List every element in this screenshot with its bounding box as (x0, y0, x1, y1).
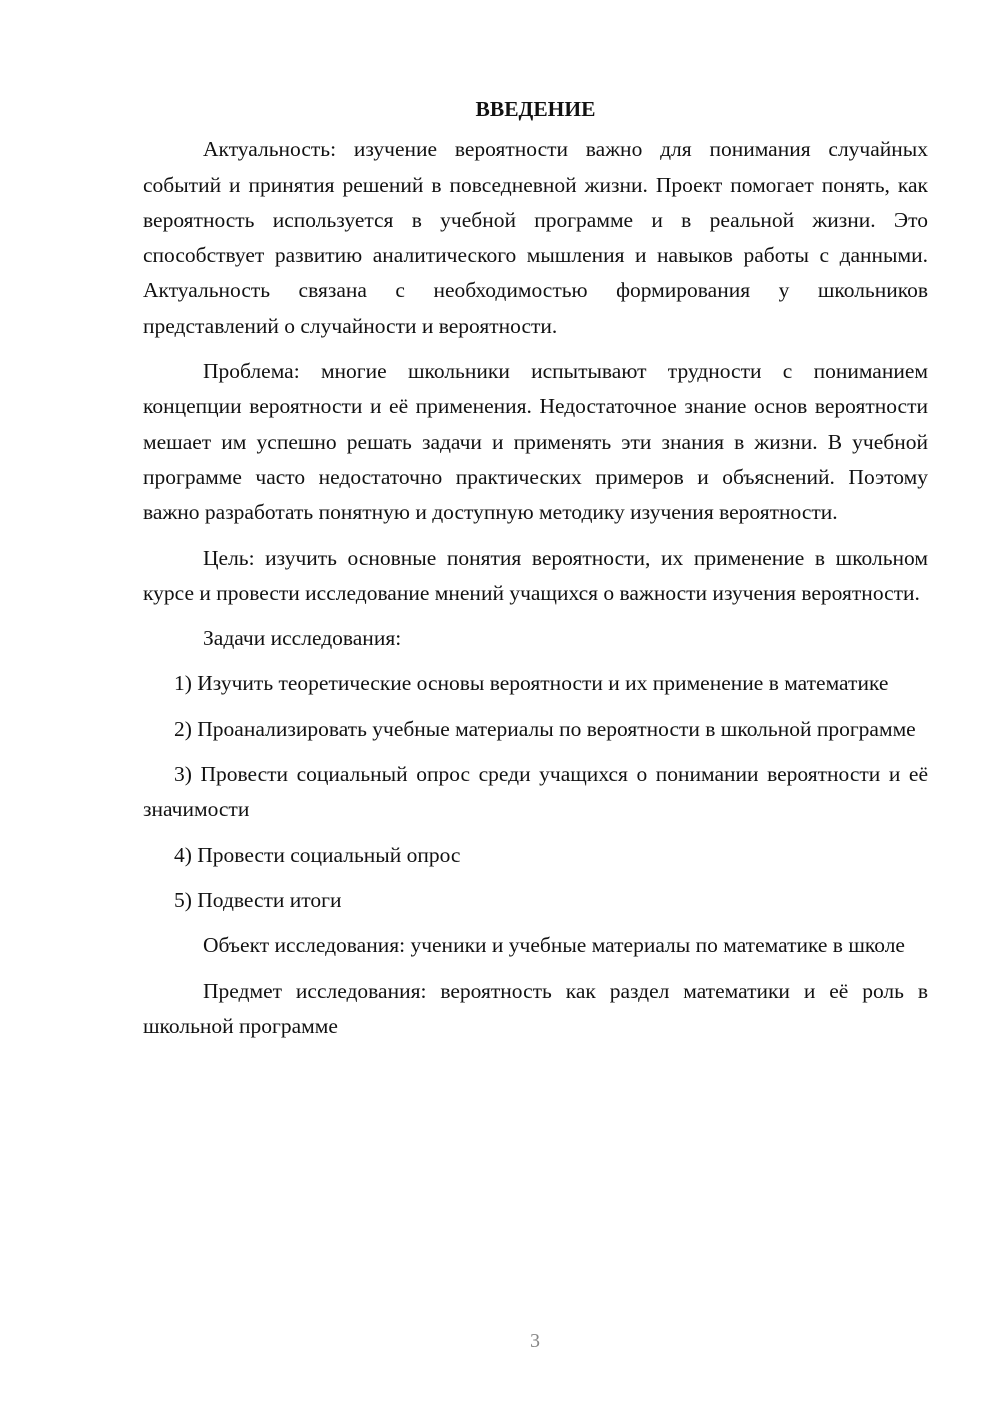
task-item-2: 2) Проанализировать учебные материалы по вероятности в школьной программе (174, 716, 916, 741)
goal-paragraph: Цель: изучить основные понятия вероятности, их применение в школьном курсе и провести исследование мнений учащихся о важности изучения вероятности. (143, 545, 928, 605)
page-title: ВВЕДЕНИЕ (475, 97, 596, 121)
task-item-5: 5) Подвести итоги (174, 887, 342, 912)
tasks-heading: Задачи исследования: (203, 626, 402, 651)
relevance-paragraph: Актуальность: изучение вероятности важно для понимания случайных событий и принятия решений в повседневной жизни. Проект помогает понять, как вероятность используется в учебной программе и в реальной жизни. Это способствует развитию аналитического мышления и навыков работы с данными. Актуальность связана с необходимостью формирования у школьников представлений о случайности и вероятности. (143, 137, 928, 338)
subject-paragraph: Предмет исследования: вероятность как раздел математики и её роль в школьной программе (143, 978, 928, 1038)
task-item-1: 1) Изучить теоретические основы вероятности и их применение в математике (174, 671, 889, 696)
problem-paragraph: Проблема: многие школьники испытывают трудности с пониманием концепции вероятности и её применения. Недостаточное знание основ вероятности мешает им успешно решать задачи и применять эти знания в жизни. В учебной программе часто недостаточно практических примеров и объяснений. Поэтому важно разработать понятную и доступную методику изучения вероятности. (143, 359, 928, 525)
task-item-4: 4) Провести социальный опрос (174, 842, 461, 867)
page-number: 3 (530, 1330, 540, 1352)
object-paragraph: Объект исследования: ученики и учебные материалы по математике в школе (203, 933, 905, 958)
task-item-3: 3) Провести социальный опрос среди учащихся о понимании вероятности и её значимости (143, 762, 928, 822)
page-content (143, 92, 928, 1054)
